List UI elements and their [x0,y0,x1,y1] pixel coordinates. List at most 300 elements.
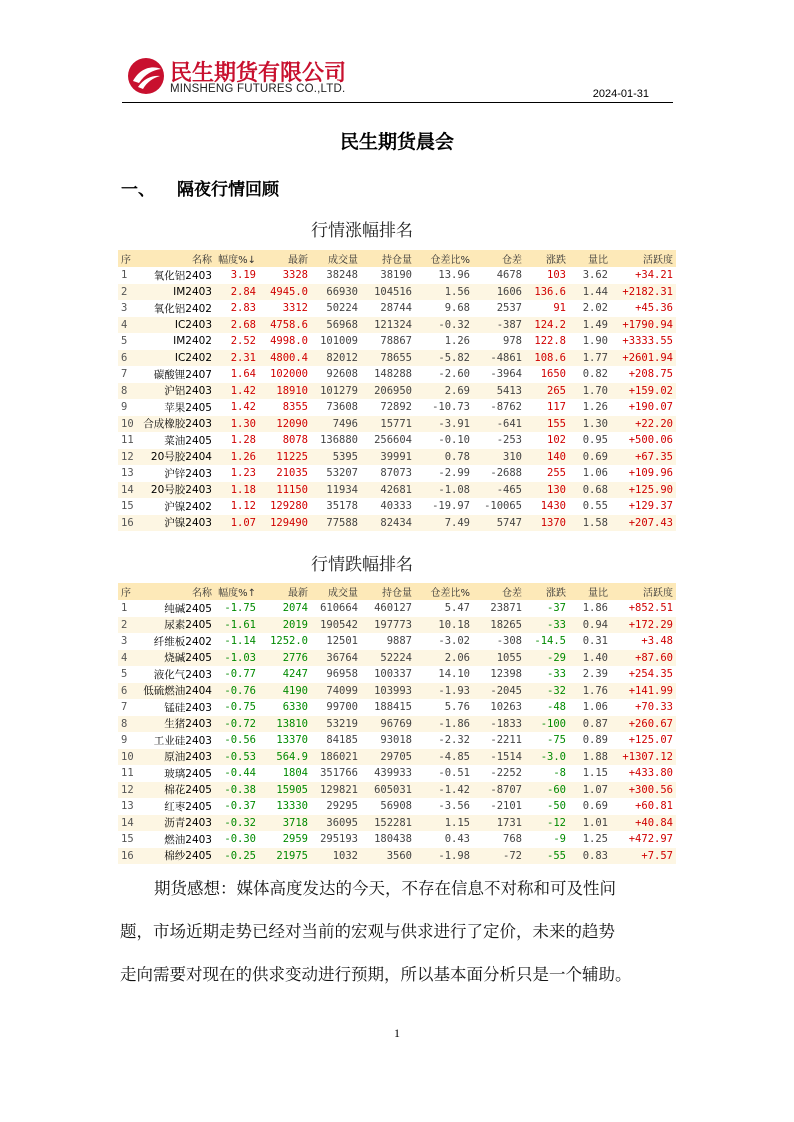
cell-change-pct: 2.83 [230,302,256,315]
cell-open-interest: 40333 [380,500,412,513]
cell-oi-change-pct: -2.99 [438,467,470,480]
cell-volume-ratio: 1.44 [582,285,608,298]
cell-change-pct: 2.31 [230,351,256,364]
table-row[interactable] [118,333,676,350]
cell-change-pct: -0.56 [224,734,256,747]
cell-volume: 99700 [326,701,358,714]
cell-activity: +159.02 [628,384,673,397]
col-header-activity[interactable]: 活跃度 [643,588,673,599]
cell-name: 玻璃2405 [164,767,212,780]
cell-oi-change-pct: 7.49 [444,516,470,529]
table-row[interactable] [118,683,676,700]
cell-volume: 92608 [326,368,358,381]
cell-name: 燃油2403 [164,833,212,846]
cell-name: 锰硅2403 [164,701,212,714]
cell-volume: 73608 [326,401,358,414]
cell-name: 工业硅2403 [153,734,212,747]
cell-open-interest: 78867 [380,335,412,348]
table-row[interactable] [118,482,676,499]
cell-oi-change-pct: -0.10 [438,434,470,447]
cell-oi-change-pct: 10.18 [438,618,470,631]
cell-oi-change-pct: -2.32 [438,734,470,747]
cell-oi-change: 978 [503,335,522,348]
table-row[interactable] [118,633,676,650]
cell-activity: +433.80 [628,767,673,780]
cell-oi-change: -2045 [490,684,522,697]
table-row[interactable] [118,798,676,815]
cell-oi-change: -4861 [490,351,522,364]
cell-last: 13370 [276,734,308,747]
cell-change-pct: 2.52 [230,335,256,348]
cell-change: -50 [547,800,566,813]
cell-oi-change-pct: -1.98 [438,849,470,862]
table-row[interactable] [118,399,676,416]
cell-last: 21035 [276,467,308,480]
cell-seq: 5 [121,668,128,681]
cell-last: 4758.6 [270,318,308,331]
cell-oi-change-pct: -1.08 [438,483,470,496]
cell-oi-change-pct: -0.51 [438,767,470,780]
cell-oi-change-pct: 1.15 [444,816,470,829]
cell-last: 4945.0 [270,285,308,298]
table-row[interactable] [118,815,676,832]
cell-activity: +190.07 [628,401,673,414]
table-row[interactable] [118,650,676,667]
cell-activity: +22.20 [635,417,673,430]
table-row[interactable] [118,416,676,433]
cell-oi-change: 1606 [496,285,522,298]
cell-oi-change-pct: -1.42 [438,783,470,796]
cell-volume: 101279 [320,384,358,397]
cell-seq: 4 [121,651,128,664]
cell-oi-change-pct: 1.26 [444,335,470,348]
cell-volume: 56968 [326,318,358,331]
cell-seq: 8 [121,717,128,730]
cell-open-interest: 148288 [374,368,412,381]
col-header-change-pct[interactable]: 幅度%↑ [218,588,256,599]
cell-oi-change: 5413 [496,384,522,397]
cell-name: 氧化铝2402 [153,302,212,315]
cell-seq: 1 [121,602,128,615]
cell-name: IM2402 [173,335,212,348]
cell-activity: +208.75 [628,368,673,381]
cell-change-pct: 1.26 [230,450,256,463]
cell-volume-ratio: 1.06 [582,467,608,480]
cell-oi-change-pct: 14.10 [438,668,470,681]
cell-volume-ratio: 1.30 [582,417,608,430]
cell-seq: 8 [121,384,128,397]
cell-volume: 129821 [320,783,358,796]
table-header-row [118,583,676,600]
cell-change-pct: -1.61 [224,618,256,631]
cell-oi-change: -1833 [490,717,522,730]
cell-change-pct: -0.72 [224,717,256,730]
cell-volume-ratio: 0.82 [582,368,608,381]
col-header-change-pct[interactable]: 幅度%↓ [218,255,256,266]
table-row[interactable] [118,515,676,532]
col-header-oi-change-pct[interactable]: 仓差比% [430,588,470,599]
cell-oi-change-pct: -0.32 [438,318,470,331]
cell-oi-change: 2537 [496,302,522,315]
cell-last: 3312 [282,302,308,315]
cell-change-pct: 2.84 [230,285,256,298]
cell-open-interest: 52224 [380,651,412,664]
cell-oi-change: -253 [496,434,522,447]
cell-last: 1252.0 [270,635,308,648]
cell-oi-change-pct: -1.86 [438,717,470,730]
section-title: 隔夜行情回顾 [177,180,279,200]
cell-name: 20号胶2404 [150,451,212,464]
cell-activity: +40.84 [635,816,673,829]
cell-last: 8078 [282,434,308,447]
table-row[interactable] [118,366,676,383]
cell-last: 1804 [282,767,308,780]
cell-volume-ratio: 0.94 [582,618,608,631]
table-row[interactable] [118,317,676,334]
cell-oi-change: -308 [496,635,522,648]
cell-seq: 10 [121,750,134,763]
cell-seq: 1 [121,269,128,282]
document-title: 民生期货晨会 [339,131,454,153]
cell-last: 129280 [270,500,308,513]
col-header-volume-ratio[interactable]: 量比 [588,255,608,266]
cell-open-interest: 439933 [374,767,412,780]
cell-change: 1650 [540,368,566,381]
cell-name: IC2403 [174,318,212,331]
cell-name: 低硫燃油2404 [143,685,212,698]
cell-change: 140 [547,450,566,463]
cell-open-interest: 121324 [374,318,412,331]
cell-oi-change: 18265 [490,618,522,631]
cell-name: 苹果2405 [164,401,212,414]
cell-change-pct: 1.42 [230,384,256,397]
cell-oi-change-pct: 0.78 [444,450,470,463]
cell-seq: 6 [121,684,128,697]
cell-change-pct: 3.19 [230,269,256,282]
cell-activity: +70.33 [635,701,673,714]
cell-open-interest: 103993 [374,684,412,697]
cell-volume-ratio: 0.95 [582,434,608,447]
paragraph-line: 期货感想：媒体高度发达的今天，不存在信息不对称和可及性问 [154,879,616,898]
col-header-oi-change[interactable]: 仓差 [502,255,522,266]
cell-oi-change: -465 [496,483,522,496]
cell-change-pct: 1.12 [230,500,256,513]
cell-seq: 11 [121,434,134,447]
cell-open-interest: 9887 [386,635,412,648]
cell-open-interest: 180438 [374,833,412,846]
commentary-paragraph [120,867,676,996]
cell-volume: 12501 [326,635,358,648]
cell-volume-ratio: 1.07 [582,783,608,796]
cell-name: 红枣2405 [164,800,212,813]
cell-change: -60 [547,783,566,796]
cell-open-interest: 28744 [380,302,412,315]
cell-activity: +141.99 [628,684,673,697]
cell-name: 沪镍2403 [164,517,212,530]
cell-name: IM2403 [173,285,212,298]
cell-seq: 11 [121,767,134,780]
cell-oi-change-pct: 2.06 [444,651,470,664]
cell-seq: 14 [121,483,134,496]
col-header-name[interactable]: 名称 [192,255,212,266]
cell-activity: +172.29 [628,618,673,631]
table-row[interactable] [118,716,676,733]
cell-oi-change: 1055 [496,651,522,664]
cell-oi-change-pct: 2.69 [444,384,470,397]
section-number: 一、 [121,180,155,200]
table-row[interactable] [118,498,676,515]
losers-table-caption: 行情跌幅排名 [311,555,413,575]
col-header-oi-change[interactable]: 仓差 [502,588,522,599]
table-row[interactable] [118,267,676,284]
cell-change: 108.6 [534,351,566,364]
cell-volume: 136880 [320,434,358,447]
cell-last: 564.9 [276,750,308,763]
cell-volume-ratio: 1.88 [582,750,608,763]
table-row[interactable] [118,300,676,317]
cell-oi-change-pct: 5.76 [444,701,470,714]
cell-activity: +129.37 [628,500,673,513]
col-header-oi-change-pct[interactable]: 仓差比% [430,255,470,266]
table-row[interactable] [118,465,676,482]
cell-seq: 5 [121,335,128,348]
cell-last: 13810 [276,717,308,730]
cell-change-pct: -0.77 [224,668,256,681]
cell-activity: +254.35 [628,668,673,681]
cell-oi-change: 310 [503,450,522,463]
table-row[interactable] [118,765,676,782]
cell-change-pct: 1.64 [230,368,256,381]
cell-oi-change-pct: -4.85 [438,750,470,763]
table-row[interactable] [118,617,676,634]
cell-activity: +2601.94 [622,351,673,364]
cell-change-pct: 2.68 [230,318,256,331]
cell-oi-change-pct: -3.91 [438,417,470,430]
cell-oi-change: -2211 [490,734,522,747]
table-row[interactable] [118,732,676,749]
cell-last: 102000 [270,368,308,381]
cell-volume-ratio: 1.15 [582,767,608,780]
cell-last: 4247 [282,668,308,681]
cell-last: 13330 [276,800,308,813]
cell-activity: +3333.55 [622,335,673,348]
cell-volume: 101009 [320,335,358,348]
cell-volume-ratio: 0.69 [582,800,608,813]
cell-volume-ratio: 1.01 [582,816,608,829]
col-header-change[interactable]: 涨跌 [546,255,566,266]
cell-open-interest: 188415 [374,701,412,714]
cell-seq: 4 [121,318,128,331]
col-header-volume[interactable]: 成交量 [328,255,358,266]
cell-oi-change: 4678 [496,269,522,282]
cell-volume-ratio: 0.89 [582,734,608,747]
cell-change: 130 [547,483,566,496]
cell-change: 91 [553,302,566,315]
col-header-last[interactable]: 最新 [288,588,308,599]
cell-change: -29 [547,651,566,664]
cell-name: 生猪2403 [164,718,212,731]
cell-volume-ratio: 0.68 [582,483,608,496]
cell-last: 2959 [282,833,308,846]
cell-seq: 14 [121,816,134,829]
cell-change-pct: -1.75 [224,602,256,615]
cell-seq: 3 [121,302,128,315]
cell-open-interest: 605031 [374,783,412,796]
table-row[interactable] [118,600,676,617]
cell-open-interest: 460127 [374,602,412,615]
cell-volume: 295193 [320,833,358,846]
cell-change-pct: -0.30 [224,833,256,846]
col-header-activity[interactable]: 活跃度 [643,255,673,266]
cell-name: 烧碱2405 [164,652,212,665]
company-name-cn: 民生期货有限公司 [170,61,347,86]
cell-oi-change: 5747 [496,516,522,529]
cell-seq: 6 [121,351,128,364]
table-row[interactable] [118,350,676,367]
cell-oi-change: 1731 [496,816,522,829]
table-row[interactable] [118,383,676,400]
cell-open-interest: 42681 [380,483,412,496]
cell-change-pct: -0.53 [224,750,256,763]
col-header-volume[interactable]: 成交量 [328,588,358,599]
cell-volume-ratio: 1.40 [582,651,608,664]
cell-oi-change-pct: -3.56 [438,800,470,813]
cell-oi-change: -8707 [490,783,522,796]
cell-change: -37 [547,602,566,615]
cell-seq: 10 [121,417,134,430]
col-header-seq[interactable]: 序 [121,255,131,266]
cell-open-interest: 87073 [380,467,412,480]
col-header-change[interactable]: 涨跌 [546,588,566,599]
cell-activity: +125.90 [628,483,673,496]
cell-change-pct: -1.03 [224,651,256,664]
cell-name: 液化气2403 [153,668,212,681]
cell-oi-change-pct: 0.43 [444,833,470,846]
col-header-last[interactable]: 最新 [288,255,308,266]
cell-change: -33 [547,618,566,631]
table-row[interactable] [118,432,676,449]
cell-change: -12 [547,816,566,829]
cell-name: 20号胶2403 [150,484,212,497]
cell-activity: +125.07 [628,734,673,747]
cell-change-pct: 1.28 [230,434,256,447]
cell-oi-change: -72 [503,849,522,862]
table-row[interactable] [118,749,676,766]
cell-change-pct: -0.25 [224,849,256,862]
page-header [122,50,673,103]
cell-change: 155 [547,417,566,430]
cell-name: 合成橡胶2403 [143,418,212,431]
cell-activity: +852.51 [628,602,673,615]
cell-oi-change: 768 [503,833,522,846]
table-row[interactable] [118,848,676,865]
cell-volume-ratio: 1.58 [582,516,608,529]
cell-volume-ratio: 0.55 [582,500,608,513]
table-row[interactable] [118,449,676,466]
col-header-open-interest[interactable]: 持仓量 [382,255,412,266]
cell-name: 尿素2405 [164,619,212,632]
cell-change: 117 [547,401,566,414]
cell-change: -55 [547,849,566,862]
cell-name: 沪铝2403 [164,385,212,398]
col-header-open-interest[interactable]: 持仓量 [382,588,412,599]
table-row[interactable] [118,699,676,716]
gainers-table-caption: 行情涨幅排名 [311,221,413,241]
cell-open-interest: 100337 [374,668,412,681]
cell-seq: 13 [121,800,134,813]
cell-oi-change: -2688 [490,467,522,480]
cell-volume: 1032 [332,849,358,862]
col-header-seq[interactable]: 序 [121,588,131,599]
cell-change: -8 [553,767,566,780]
cell-open-interest: 72892 [380,401,412,414]
cell-oi-change: -387 [496,318,522,331]
cell-volume-ratio: 1.26 [582,401,608,414]
cell-change: 1370 [540,516,566,529]
cell-name: 沪锌2403 [164,467,212,480]
paragraph-line: 走向需要对现在的供求变动进行预期，所以基本面分析只是一个辅助。 [120,965,632,984]
cell-name: 碳酸锂2407 [153,368,212,381]
cell-activity: +34.21 [635,269,673,282]
cell-volume: 96958 [326,668,358,681]
cell-activity: +7.57 [641,849,673,862]
cell-volume-ratio: 3.62 [582,269,608,282]
cell-last: 8355 [282,401,308,414]
cell-volume: 7496 [332,417,358,430]
company-name-en: MINSHENG FUTURES CO.,LTD. [170,83,346,95]
cell-name: 棉纱2405 [164,850,212,863]
cell-volume: 186021 [320,750,358,763]
cell-seq: 2 [121,618,128,631]
cell-change: 103 [547,269,566,282]
cell-volume: 35178 [326,500,358,513]
company-logo-icon [126,56,166,96]
table-row[interactable] [118,831,676,848]
cell-volume: 66930 [326,285,358,298]
cell-open-interest: 206950 [374,384,412,397]
cell-change-pct: -0.38 [224,783,256,796]
cell-open-interest: 96769 [380,717,412,730]
cell-open-interest: 256604 [374,434,412,447]
table-row[interactable] [118,284,676,301]
table-row[interactable] [118,666,676,683]
cell-seq: 12 [121,783,134,796]
cell-oi-change: 23871 [490,602,522,615]
cell-change-pct: -0.37 [224,800,256,813]
cell-last: 6330 [282,701,308,714]
col-header-volume-ratio[interactable]: 量比 [588,588,608,599]
cell-last: 2776 [282,651,308,664]
paragraph-line: 题，市场近期走势已经对当前的宏观与供求进行了定价，未来的趋势 [120,922,615,941]
cell-open-interest: 104516 [374,285,412,298]
cell-change: -100 [540,717,566,730]
cell-last: 11150 [276,483,308,496]
col-header-name[interactable]: 名称 [192,588,212,599]
table-row[interactable] [118,782,676,799]
cell-volume: 38248 [326,269,358,282]
cell-activity: +67.35 [635,450,673,463]
cell-open-interest: 152281 [374,816,412,829]
cell-volume-ratio: 1.25 [582,833,608,846]
losers-table [118,583,676,864]
cell-name: 沪镍2402 [164,500,212,513]
cell-volume-ratio: 1.90 [582,335,608,348]
cell-activity: +3.48 [641,635,673,648]
cell-oi-change-pct: -2.60 [438,368,470,381]
cell-change: 1430 [540,500,566,513]
cell-change: 136.6 [534,285,566,298]
cell-volume: 610664 [320,602,358,615]
